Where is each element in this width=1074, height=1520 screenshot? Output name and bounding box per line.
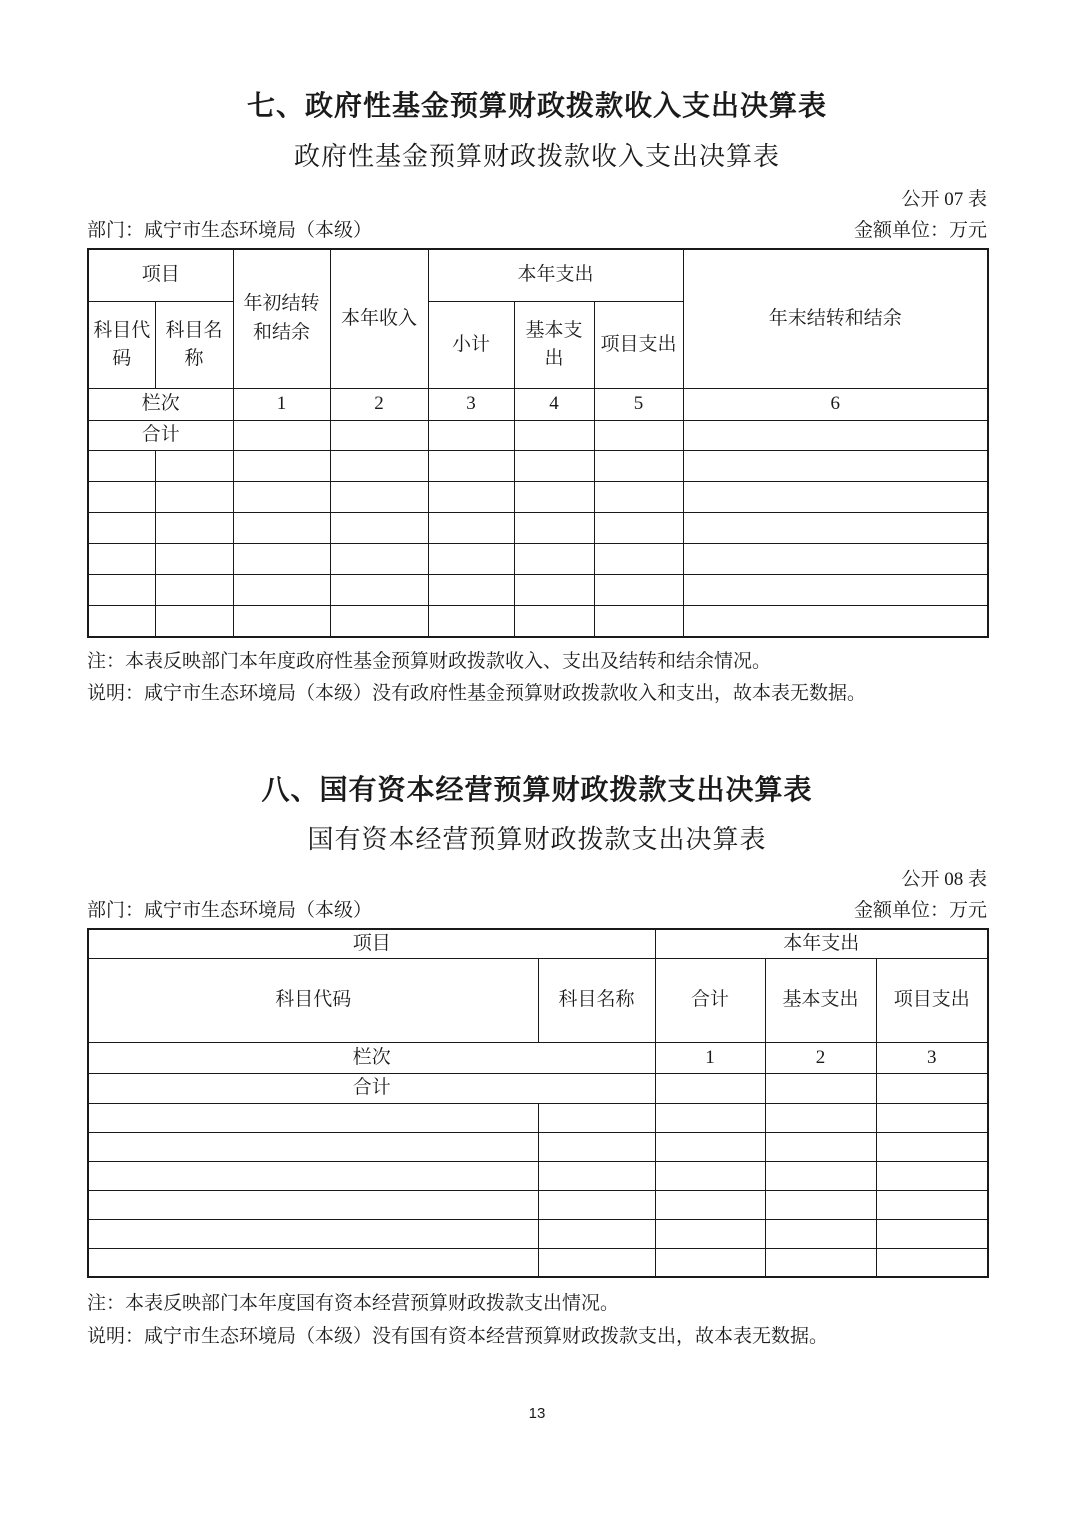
empty-cell [514,544,594,575]
empty-cell [683,513,988,544]
empty-cell [765,1103,876,1132]
empty-cell [514,421,594,451]
empty-cell [876,1219,988,1248]
empty-cell [330,575,428,606]
total-row [88,421,988,451]
empty-cell [514,575,594,606]
section2-subtitle: 国有资本经营预算财政拨款支出决算表 [307,824,767,854]
col-index: 2 [765,1043,876,1074]
empty-cell [88,1219,538,1248]
empty-cell [514,451,594,482]
header-subtotal: 小计 [428,302,514,389]
header-project: 项目 [88,929,655,959]
empty-cell [538,1219,655,1248]
section2-remark: 说明：咸宁市生态环境局（本级）没有国有资本经营预算财政拨款支出，故本表无数据。 [87,1325,829,1347]
lanci-label: 栏次 [88,1043,655,1074]
section2-meta-row [87,899,987,924]
empty-cell [233,544,330,575]
empty-cell [594,544,683,575]
empty-cell [765,1074,876,1104]
empty-cell [330,451,428,482]
empty-cell [765,1248,876,1277]
col-index: 3 [876,1043,988,1074]
section2-title: 八、国有资本经营预算财政拨款支出决算表 [261,774,813,806]
col-index: 2 [330,389,428,421]
empty-row [88,1219,988,1248]
empty-cell [428,451,514,482]
empty-cell [88,544,155,575]
empty-cell [428,482,514,513]
header-subject-code: 科目代码 [88,959,538,1043]
section2-notes [87,1288,987,1353]
empty-cell [428,544,514,575]
empty-cell [155,513,233,544]
empty-cell [88,1161,538,1190]
section-state-capital [87,772,987,1353]
empty-cell [683,606,988,637]
header-project-expense: 项目支出 [876,959,988,1043]
empty-cell [88,513,155,544]
section-government-fund [87,88,987,710]
empty-cell [428,606,514,637]
empty-cell [876,1161,988,1190]
section1-subtitle: 政府性基金预算财政拨款收入支出决算表 [293,142,780,172]
empty-row [88,1190,988,1219]
section2-note: 注：本表反映部门本年度国有资本经营预算财政拨款支出情况。 [87,1293,620,1315]
empty-cell [765,1132,876,1161]
empty-row [88,606,988,637]
header-year-expense: 本年支出 [655,929,988,959]
empty-cell [88,482,155,513]
empty-cell [765,1190,876,1219]
empty-cell [233,451,330,482]
empty-cell [88,1132,538,1161]
col-index: 6 [683,389,988,421]
header-year-income: 本年收入 [330,249,428,389]
section1-title: 七、政府性基金预算财政拨款收入支出决算表 [246,90,827,121]
empty-cell [233,421,330,451]
empty-cell [88,1248,538,1277]
column-index-row [88,389,988,421]
empty-row [88,451,988,482]
empty-cell [876,1132,988,1161]
empty-cell [876,1074,988,1104]
section1-remark: 说明：咸宁市生态环境局（本级）没有政府性基金预算财政拨款收入和支出，故本表无数据。 [87,682,867,704]
section2-unit-label: 金额单位：万元 [853,900,987,922]
state-capital-table [87,928,989,1279]
empty-cell [330,513,428,544]
empty-cell [330,606,428,637]
empty-cell [233,606,330,637]
col-index: 1 [655,1043,765,1074]
empty-cell [155,544,233,575]
empty-cell [88,1190,538,1219]
empty-cell [655,1219,765,1248]
col-index: 5 [594,389,683,421]
section1-note: 注：本表反映部门本年度政府性基金预算财政拨款收入、支出及结转和结余情况。 [87,650,772,672]
column-index-row [88,1043,988,1074]
empty-cell [655,1074,765,1104]
col-index: 3 [428,389,514,421]
section1-sheet-label: 公开 07 表 [901,189,987,211]
empty-cell [594,421,683,451]
empty-cell [233,513,330,544]
lanci-label: 栏次 [88,389,233,421]
col-index: 4 [514,389,594,421]
empty-cell [155,482,233,513]
header-basic-expense: 基本支出 [765,959,876,1043]
total-label: 合计 [88,1074,655,1104]
empty-cell [594,575,683,606]
empty-cell [155,451,233,482]
empty-row [88,1132,988,1161]
empty-cell [876,1103,988,1132]
empty-row [88,544,988,575]
empty-cell [514,482,594,513]
empty-cell [538,1161,655,1190]
empty-cell [538,1248,655,1277]
empty-cell [233,482,330,513]
header-total-col: 合计 [655,959,765,1043]
empty-cell [428,575,514,606]
empty-cell [683,421,988,451]
empty-cell [765,1161,876,1190]
empty-row [88,1103,988,1132]
empty-cell [683,575,988,606]
empty-cell [594,513,683,544]
header-begin-balance: 年初结转和结余 [233,249,330,389]
empty-cell [428,513,514,544]
empty-cell [594,606,683,637]
empty-cell [330,482,428,513]
section2-sheet-label: 公开 08 表 [901,869,987,891]
empty-cell [594,482,683,513]
empty-cell [88,1103,538,1132]
government-fund-table [87,248,989,638]
empty-cell [514,513,594,544]
empty-cell [538,1103,655,1132]
empty-cell [655,1161,765,1190]
section2-department-label: 部门：咸宁市生态环境局（本级） [87,900,373,922]
section1-meta-row [87,219,987,244]
header-project-expense: 项目支出 [594,302,683,389]
header-year-expense: 本年支出 [428,249,683,302]
empty-cell [88,606,155,637]
col-index: 1 [233,389,330,421]
empty-cell [330,421,428,451]
empty-cell [683,482,988,513]
empty-row [88,513,988,544]
empty-cell [538,1132,655,1161]
total-label: 合计 [88,421,233,451]
empty-cell [155,575,233,606]
empty-cell [876,1190,988,1219]
empty-cell [655,1103,765,1132]
empty-cell [330,544,428,575]
empty-cell [655,1132,765,1161]
empty-cell [538,1190,655,1219]
empty-cell [428,421,514,451]
empty-cell [514,606,594,637]
empty-cell [655,1190,765,1219]
header-basic-expense: 基本支出 [514,302,594,389]
empty-row [88,1248,988,1277]
empty-row [88,1161,988,1190]
header-subject-name: 科目名称 [155,302,233,389]
empty-cell [876,1248,988,1277]
empty-cell [233,575,330,606]
empty-row [88,482,988,513]
empty-cell [88,451,155,482]
empty-cell [655,1248,765,1277]
empty-row [88,575,988,606]
section1-unit-label: 金额单位：万元 [853,219,987,241]
section1-notes [87,646,987,711]
empty-cell [683,544,988,575]
total-row [88,1074,988,1104]
page-number: 13 [528,1405,546,1422]
empty-cell [155,606,233,637]
header-subject-name: 科目名称 [538,959,655,1043]
header-project: 项目 [88,249,233,302]
header-subject-code: 科目代码 [88,302,155,389]
header-end-balance: 年末结转和结余 [683,249,988,389]
empty-cell [683,451,988,482]
empty-cell [594,451,683,482]
empty-cell [88,575,155,606]
section1-department-label: 部门：咸宁市生态环境局（本级） [87,219,373,241]
empty-cell [765,1219,876,1248]
